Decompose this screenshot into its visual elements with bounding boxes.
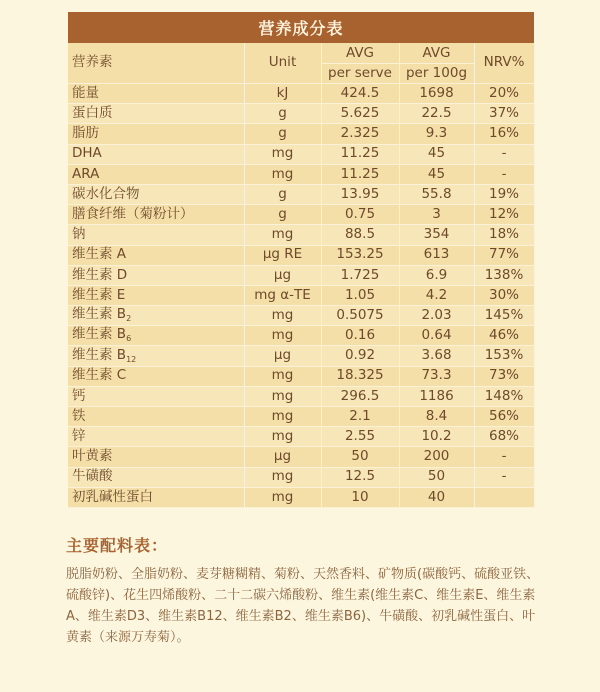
header-nutrient: 营养素 — [68, 43, 244, 84]
value-per-100g: 1698 — [399, 84, 474, 104]
nutrient-unit: mg — [244, 386, 321, 406]
nutrient-unit: mg — [244, 487, 321, 507]
table-row — [68, 225, 534, 245]
nutrient-name — [68, 265, 244, 285]
value-per-100g: 50 — [399, 467, 474, 487]
value-per-100g: 45 — [399, 144, 474, 164]
nutrient-name-text: 膳食纤维（菊粉计） — [72, 205, 194, 222]
nutrient-name-text: 脂肪 — [72, 125, 99, 142]
value-per-100g: 354 — [399, 225, 474, 245]
nrv-percent: 138% — [474, 265, 534, 285]
nutrient-name — [68, 104, 244, 124]
nutrient-name — [68, 306, 244, 326]
table-row — [68, 184, 534, 204]
value-per-100g: 9.3 — [399, 124, 474, 144]
nutrient-name — [68, 386, 244, 406]
header-avg-per-serve-top: AVG — [345, 44, 375, 61]
nutrient-name — [68, 84, 244, 104]
nutrient-unit: μg RE — [244, 245, 321, 265]
nutrient-name-text: 维生素 D — [72, 266, 128, 283]
table-row — [68, 144, 534, 164]
value-per-serve: 2.325 — [321, 124, 399, 144]
value-per-serve: 424.5 — [321, 84, 399, 104]
nutrient-name — [68, 225, 244, 245]
value-per-100g: 613 — [399, 245, 474, 265]
nutrient-unit: g — [244, 124, 321, 144]
header-avg-per-100g-bottom: per 100g — [400, 63, 474, 83]
nutrient-name-text: 维生素 E — [72, 286, 126, 303]
nrv-percent: 12% — [474, 205, 534, 225]
table-row — [68, 346, 534, 366]
nutrient-name — [68, 164, 244, 184]
nutrient-unit: mg α-TE — [244, 285, 321, 305]
value-per-serve: 18.325 — [321, 366, 399, 386]
nutrient-name-text: 维生素 A — [72, 246, 127, 263]
value-per-100g: 1186 — [399, 386, 474, 406]
nutrient-name — [68, 184, 244, 204]
value-per-serve: 0.16 — [321, 326, 399, 346]
nrv-percent: - — [474, 447, 534, 467]
nutrient-name — [68, 487, 244, 507]
nutrient-unit: g — [244, 184, 321, 204]
nutrient-unit: kJ — [244, 84, 321, 104]
nutrition-table-body — [68, 84, 534, 508]
nutrient-unit: mg — [244, 467, 321, 487]
nutrient-name-text: 铁 — [72, 407, 86, 424]
nutrient-name-text: 钙 — [72, 387, 86, 404]
table-row — [68, 84, 534, 104]
value-per-serve: 0.75 — [321, 205, 399, 225]
header-nrv: NRV% — [474, 43, 534, 84]
nutrient-unit: mg — [244, 366, 321, 386]
ingredients-section — [66, 533, 546, 648]
value-per-100g: 3.68 — [399, 346, 474, 366]
value-per-serve: 1.05 — [321, 285, 399, 305]
value-per-100g: 10.2 — [399, 427, 474, 447]
nutrition-facts-panel — [68, 12, 534, 508]
nutrient-name — [68, 346, 244, 366]
nrv-percent: 46% — [474, 326, 534, 346]
header-avg-per-100g-top: AVG — [422, 44, 451, 61]
nutrient-unit: μg — [244, 265, 321, 285]
nutrient-name-text: 初乳碱性蛋白 — [72, 488, 153, 505]
nutrient-name-text: 叶黄素 — [72, 448, 113, 465]
value-per-100g: 8.4 — [399, 407, 474, 427]
header-avg-per-100g — [399, 43, 474, 84]
value-per-100g: 45 — [399, 164, 474, 184]
nrv-percent: 37% — [474, 104, 534, 124]
nutrient-subscript: 6 — [126, 334, 132, 344]
nutrient-name-text: 牛磺酸 — [72, 468, 113, 485]
nutrient-unit: mg — [244, 407, 321, 427]
nutrient-name — [68, 326, 244, 346]
value-per-100g: 4.2 — [399, 285, 474, 305]
value-per-100g: 0.64 — [399, 326, 474, 346]
nutrient-name — [68, 285, 244, 305]
value-per-100g: 40 — [399, 487, 474, 507]
value-per-100g: 55.8 — [399, 184, 474, 204]
value-per-serve: 296.5 — [321, 386, 399, 406]
value-per-serve: 1.725 — [321, 265, 399, 285]
nrv-percent: 18% — [474, 225, 534, 245]
nutrient-name — [68, 205, 244, 225]
value-per-serve: 5.625 — [321, 104, 399, 124]
nrv-percent: - — [474, 144, 534, 164]
nutrient-name — [68, 467, 244, 487]
nutrient-name — [68, 447, 244, 467]
value-per-100g: 3 — [399, 205, 474, 225]
nutrient-unit: mg — [244, 164, 321, 184]
table-row — [68, 407, 534, 427]
table-row — [68, 124, 534, 144]
value-per-100g: 2.03 — [399, 306, 474, 326]
value-per-100g: 22.5 — [399, 104, 474, 124]
value-per-serve: 2.55 — [321, 427, 399, 447]
header-unit: Unit — [244, 43, 321, 84]
nutrient-unit: mg — [244, 326, 321, 346]
value-per-serve: 2.1 — [321, 407, 399, 427]
value-per-serve: 11.25 — [321, 164, 399, 184]
nutrition-table-title: 营养成分表 — [68, 12, 534, 43]
nutrient-unit: mg — [244, 427, 321, 447]
nrv-percent: 148% — [474, 386, 534, 406]
ingredients-title: 主要配料表： — [66, 536, 169, 555]
nutrient-name — [68, 245, 244, 265]
table-row — [68, 285, 534, 305]
value-per-serve: 0.92 — [321, 346, 399, 366]
nrv-percent: 73% — [474, 366, 534, 386]
table-row — [68, 205, 534, 225]
nrv-percent: 19% — [474, 184, 534, 204]
nutrient-unit: g — [244, 104, 321, 124]
ingredients-text: 脱脂奶粉、全脂奶粉、麦芽糖糊精、菊粉、天然香料、矿物质(碳酸钙、硫酸亚铁、硫酸锌)、花生四烯酸粉、二十二碳六烯酸粉、维生素(维生素C、维生素E、维生素A、维生素D3、维生素B12、维生素B2、维生素B6)、牛磺酸、初乳碱性蛋白、叶黄素（来源万寿菊）。 — [66, 567, 540, 645]
nutrient-name-text: 碳水化合物 — [72, 185, 140, 202]
value-per-100g: 200 — [399, 447, 474, 467]
nutrient-unit: mg — [244, 225, 321, 245]
nrv-percent: 153% — [474, 346, 534, 366]
table-row — [68, 487, 534, 507]
nutrient-name-text: 维生素 B — [72, 326, 127, 343]
table-row — [68, 427, 534, 447]
nrv-percent: 16% — [474, 124, 534, 144]
value-per-serve: 13.95 — [321, 184, 399, 204]
nrv-percent — [474, 487, 534, 507]
table-row — [68, 245, 534, 265]
nutrient-unit: mg — [244, 306, 321, 326]
nutrient-name — [68, 407, 244, 427]
value-per-serve: 0.5075 — [321, 306, 399, 326]
nutrient-subscript: 12 — [126, 354, 137, 364]
nutrient-name — [68, 144, 244, 164]
nutrient-name-text: 钠 — [72, 226, 86, 243]
nutrient-unit: g — [244, 205, 321, 225]
value-per-serve: 12.5 — [321, 467, 399, 487]
nutrient-unit: μg — [244, 447, 321, 467]
table-row — [68, 326, 534, 346]
nutrient-name-text: 锌 — [72, 428, 86, 445]
value-per-serve: 11.25 — [321, 144, 399, 164]
table-row — [68, 164, 534, 184]
value-per-serve: 50 — [321, 447, 399, 467]
nrv-percent: 20% — [474, 84, 534, 104]
nrv-percent: 77% — [474, 245, 534, 265]
value-per-100g: 6.9 — [399, 265, 474, 285]
table-row — [68, 366, 534, 386]
header-avg-per-serve — [321, 43, 399, 84]
nutrient-unit: μg — [244, 346, 321, 366]
table-row — [68, 386, 534, 406]
nutrient-name — [68, 427, 244, 447]
table-row — [68, 447, 534, 467]
table-row — [68, 265, 534, 285]
nutrient-name-text: 维生素 C — [72, 367, 127, 384]
nrv-percent: 145% — [474, 306, 534, 326]
nutrient-name — [68, 124, 244, 144]
nutrient-unit: mg — [244, 144, 321, 164]
nutrient-name — [68, 366, 244, 386]
table-row — [68, 467, 534, 487]
value-per-100g: 73.3 — [399, 366, 474, 386]
header-avg-per-serve-bottom: per serve — [322, 63, 399, 83]
nutrient-name-text: 维生素 B — [72, 306, 127, 323]
table-row — [68, 306, 534, 326]
nrv-percent: 30% — [474, 285, 534, 305]
nrv-percent: 56% — [474, 407, 534, 427]
nutrient-subscript: 2 — [126, 314, 132, 324]
nutrient-name-text: 维生素 B — [72, 346, 127, 363]
nutrient-name-text: ARA — [72, 165, 100, 182]
nutrient-name-text: 能量 — [72, 84, 99, 101]
value-per-serve: 88.5 — [321, 225, 399, 245]
value-per-serve: 153.25 — [321, 245, 399, 265]
nrv-percent: - — [474, 467, 534, 487]
nrv-percent: - — [474, 164, 534, 184]
nrv-percent: 68% — [474, 427, 534, 447]
value-per-serve: 10 — [321, 487, 399, 507]
nutrient-name-text: DHA — [72, 145, 102, 162]
table-row — [68, 104, 534, 124]
nutrition-table — [68, 43, 535, 508]
nutrient-name-text: 蛋白质 — [72, 105, 113, 122]
